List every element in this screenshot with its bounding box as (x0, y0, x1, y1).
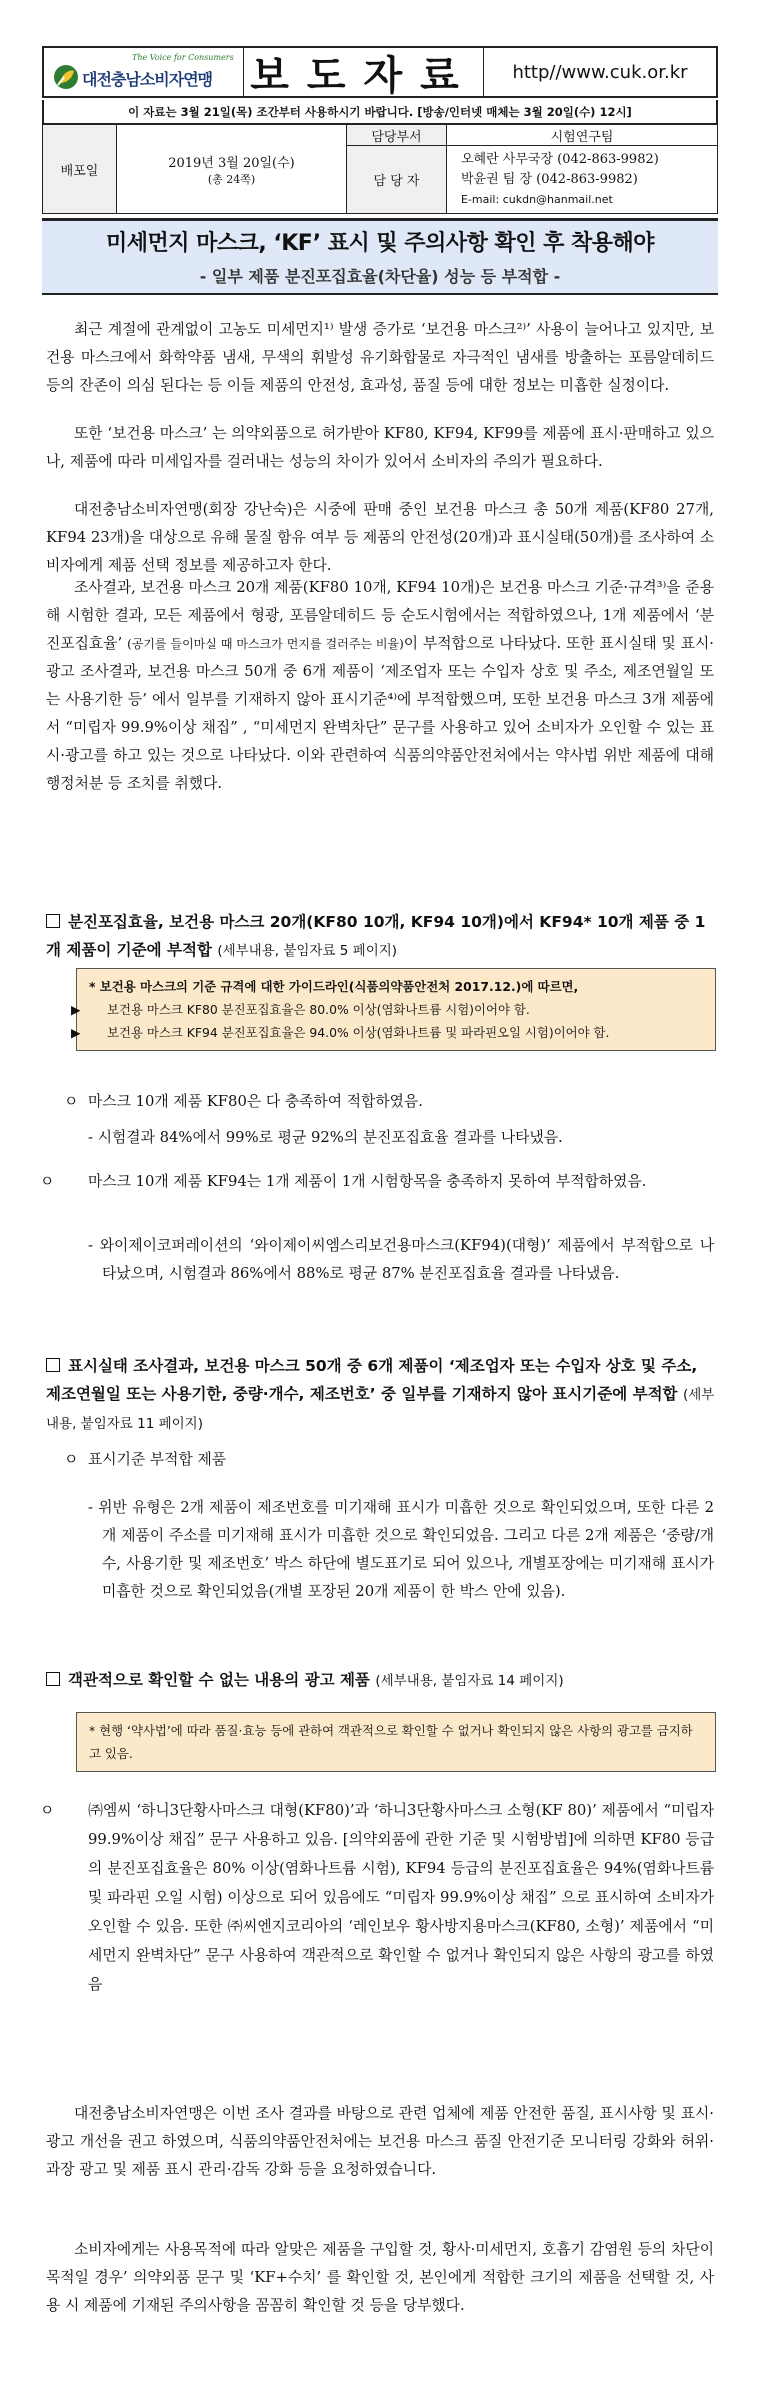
meta-table (42, 124, 718, 214)
paragraph-recommendation: 대전충남소비자연맹은 이번 조사 결과를 바탕으로 관련 업체에 제품 안전한 품질, 표시사항 및 표시·광고 개선을 권고 하였으며, 식품의약품안전처에는 보건용 마스크 품질 안전기준 모니터링 강화와 허위·과장 광고 및 제품 표시 관리·감독 강화 등을 요청하였습니다. (46, 2105, 714, 2178)
section-1-title (46, 908, 716, 965)
logo-tagline: The Voice for Consumers (132, 53, 234, 62)
note-bullet-kf94: ▶ 보건용 마스크 KF94 분진포집효율은 94.0% 이상(염화나트륨 및 파라핀오일 시험)이어야 함. (89, 1021, 703, 1044)
circle-bullet-icon: ㅇ (64, 1093, 79, 1110)
paragraph-intro: 최근 계절에 관계없이 고농도 미세먼지¹⁾ 발생 증가로 ‘보건용 마스크²⁾’ 사용이 늘어나고 있지만, 보건용 마스크에서 화학약품 냄새, 무색의 휘발성 유기화합물로 자극적인 냄새를 방출하는 포름알데히드 등의 잔존이 의심 된다는 등 이들 제품의 안전성, 효과성, 품질 등에 대한 정보는 미흡한 실정이다. (46, 321, 714, 394)
contact-2: 박윤권 팀 장 (042-863-9982) (461, 171, 638, 187)
contact-1: 오혜란 사무국장 (042-863-9982) (461, 151, 659, 167)
dept-label: 담당부서 (347, 125, 447, 146)
logo-name: 대전충남소비자연맹 (82, 70, 213, 89)
contacts-cell (447, 146, 718, 214)
dist-date: 2019년 3월 20일(수) (168, 155, 295, 171)
checkbox-square-icon (46, 1358, 60, 1372)
list-item: - 와이제이코퍼레이션의 ‘와이제이씨엠스리보건용마스크(KF94)(대형)’ 제품에서 부적합으로 나타났으며, 시험결과 86%에서 88%로 평균 87% 분진포집효율 결과를 나타냈음. (88, 1237, 714, 1282)
headline-bottom-rule (42, 293, 718, 295)
checkbox-square-icon (46, 1672, 60, 1686)
list-item: ㅇ 마스크 10개 제품 KF80은 다 충족하여 적합하였음. (64, 1088, 714, 1116)
doc-title: 보도자료 (244, 48, 484, 96)
list-item: - 위반 유형은 2개 제품이 제조번호를 미기재해 표시가 미흡한 것으로 확인되었으며, 또한 다른 2개 제품이 주소를 미기재해 표시가 미흡한 것으로 확인되었음. 그리고 다른 2개 제품은 ‘중량/개수, 사용기한 및 제조번호’ 박스 하단에 별도표기로 되어 있으나, 개별포장에는 미기재해 표시가 미흡한 것으로 확인되었음(개별 포장된 20개 제품이 한 박스 안에 있음). (88, 1499, 714, 1600)
section-2-text: 표시실태 조사결과, 보건용 마스크 50개 중 6개 제품이 ‘제조업자 또는 수입자 상호 및 주소, 제조연월일 또는 사용기한, 중량·개수, 제조번호’ 중 일부를 기재하지 않아 표시기준에 부적합 (46, 1357, 698, 1403)
leaf-logo-icon (52, 63, 80, 91)
dist-label: 배포일 (43, 125, 117, 214)
press-header (42, 46, 718, 98)
checkbox-square-icon (46, 914, 60, 928)
triangle-icon: ▶ (71, 1002, 81, 1017)
triangle-icon: ▶ (71, 1025, 81, 1040)
dept-value: 시험연구팀 (447, 125, 718, 146)
contact-email[interactable]: E-mail: cukdn@hanmail.net (461, 192, 613, 206)
circle-bullet-icon: ㅇ (64, 1451, 79, 1468)
list-item: ㅇ 표시기준 부적합 제품 (64, 1446, 714, 1474)
note-bullet-kf80: ▶ 보건용 마스크 KF80 분진포집효율은 80.0% 이상(염화나트륨 시험)이어야 함. (89, 998, 703, 1021)
site-url[interactable]: http//www.cuk.or.kr (512, 61, 688, 83)
paragraph-consumer-advice: 소비자에게는 사용목적에 따라 알맞은 제품을 구입할 것, 황사·미세먼지, 호흡기 감염원 등의 차단이 목적일 경우’ 의약외품 문구 및 ‘KF+수치’ 를 확인할 것, 본인에게 적합한 크기의 제품을 선택할 것, 사용 시 제품에 기재된 주의사항을 꼼꼼히 확인할 것 등을 당부했다. (46, 2241, 714, 2314)
section-3-note: * 현행 ‘약사법’에 따라 품질·효능 등에 관하여 객관적으로 확인할 수 없거나 확인되지 않은 사항의 광고를 금지하고 있음. (76, 1712, 716, 1772)
paragraph-results (46, 574, 714, 798)
note-heading: * 보건용 마스크의 기준 규격에 대한 가이드라인(식품의약품안전처 2017.12.)에 따르면, (89, 979, 579, 994)
paragraph-survey: 대전충남소비자연맹(회장 강난숙)은 시중에 판매 중인 보건용 마스크 총 50개 제품(KF80 27개, KF94 23개)을 대상으로 유해 물질 함유 여부 등 제품의 안전성(20개)과 표시실태(50개)를 조사하여 소비자에게 제품 선택 정보를 제공하고자 한다. (46, 501, 714, 574)
section-3-ref: (세부내용, 붙임자료 14 페이지) (375, 1673, 564, 1689)
list-item: ㅇ 마스크 10개 제품 KF94는 1개 제품이 1개 시험항목을 충족하지 못하여 부적합하였음. (64, 1168, 714, 1196)
dist-pages: (총 24쪽) (207, 172, 256, 186)
person-label: 담 당 자 (347, 146, 447, 214)
section-1-note (71, 968, 716, 1051)
logo (44, 48, 244, 96)
section-3-title (46, 1666, 716, 1695)
headline: 미세먼지 마스크, ‘KF’ 표시 및 주의사항 확인 후 착용해야 (105, 231, 655, 256)
dist-date-cell (117, 125, 347, 214)
paragraph-kf-grades: 또한 ‘보건용 마스크’ 는 의약외품으로 허가받아 KF80, KF94, KF99를 제품에 표시·판매하고 있으나, 제품에 따라 미세입자를 걸러내는 성능의 차이가 있어서 소비자의 주의가 필요하다. (46, 425, 714, 470)
section-2-title (46, 1352, 716, 1438)
section-3-text: 객관적으로 확인할 수 없는 내용의 광고 제품 (68, 1671, 370, 1689)
section-2-ref: (세부내용, 붙임자료 11 페이지) (46, 1387, 715, 1432)
results-footnote: (공기를 들이마실 때 마스크가 먼지를 걸러주는 비율) (127, 637, 404, 651)
section-1-ref: (세부내용, 붙임자료 5 페이지) (217, 943, 398, 959)
section-1-text: 분진포집효율, 보건용 마스크 20개(KF80 10개, KF94 10개)에서 KF94* 10개 제품 중 1개 제품이 기준에 부적합 (46, 913, 706, 959)
results-part-a: 조사결과, 보건용 마스크 20개 제품(KF80 10개, KF94 10개)은 보건용 마스크 기준·규격³⁾을 준용해 시험한 결과, 모든 제품에서 형광, 포름알데히드 등 순도시험에서는 적합하였으나, 1개 제품에서 ‘분진포집효율’ (46, 579, 714, 652)
circle-bullet-icon: ㅇ (40, 1173, 55, 1190)
embargo-notice: 이 자료는 3월 21일(목) 조간부터 사용하시기 바랍니다. [방송/인터넷 매체는 3월 20일(수) 12시] (42, 100, 718, 124)
subheadline: - 일부 제품 분진포집효율(차단율) 성능 등 부적합 - (199, 267, 561, 286)
list-item: ㅇ ㈜엠씨 ‘하니3단황사마스크 대형(KF80)’과 ‘하니3단황사마스크 소형(KF 80)’ 제품에서 “미립자 99.9%이상 채집” 문구 사용하고 있음. [의약외품에 관한 기준 및 시험방법]에 의하면 KF80 등급의 분진포집효율은 80% 이상(염화나트륨 시험), KF94 등급의 분진포집효율은 94%(염화나트륨 및 파라핀 오일 시험) 이상으로 되어 있음에도 “미립자 99.9%이상 채집” 으로 표시하여 소비자가 오인할 수 있음. 또한 ㈜씨엔지코리아의 ‘레인보우 황사방지용마스크(KF80, 소형)’ 제품에서 “미세먼지 완벽차단” 문구 사용하여 객관적으로 확인할 수 없거나 확인되지 않은 사항의 광고를 하였음 (64, 1796, 714, 1999)
results-part-b: 이 부적합으로 나타났다. 또한 표시실태 및 표시·광고 조사결과, 보건용 마스크 50개 중 6개 제품이 ‘제조업자 또는 수입자 상호 및 주소, 제조연월일 또는 사용기한 등’ 에서 일부를 기재하지 않아 표시기준⁴⁾에 부적합했으며, 또한 보건용 마스크 3개 제품에서 “미립자 99.9%이상 채집” , “미세먼지 완벽차단” 문구를 사용하고 있어 소비자가 오인할 수 있는 표시·광고를 하고 있는 것으로 나타났다. 이와 관련하여 식품의약품안전처에서는 약사법 위반 제품에 대해 행정처분 등 조치를 취했다. (46, 635, 714, 792)
list-item: - 시험결과 84%에서 99%로 평균 92%의 분진포집효율 결과를 나타냈음. (88, 1129, 563, 1146)
circle-bullet-icon: ㅇ (40, 1802, 55, 1819)
